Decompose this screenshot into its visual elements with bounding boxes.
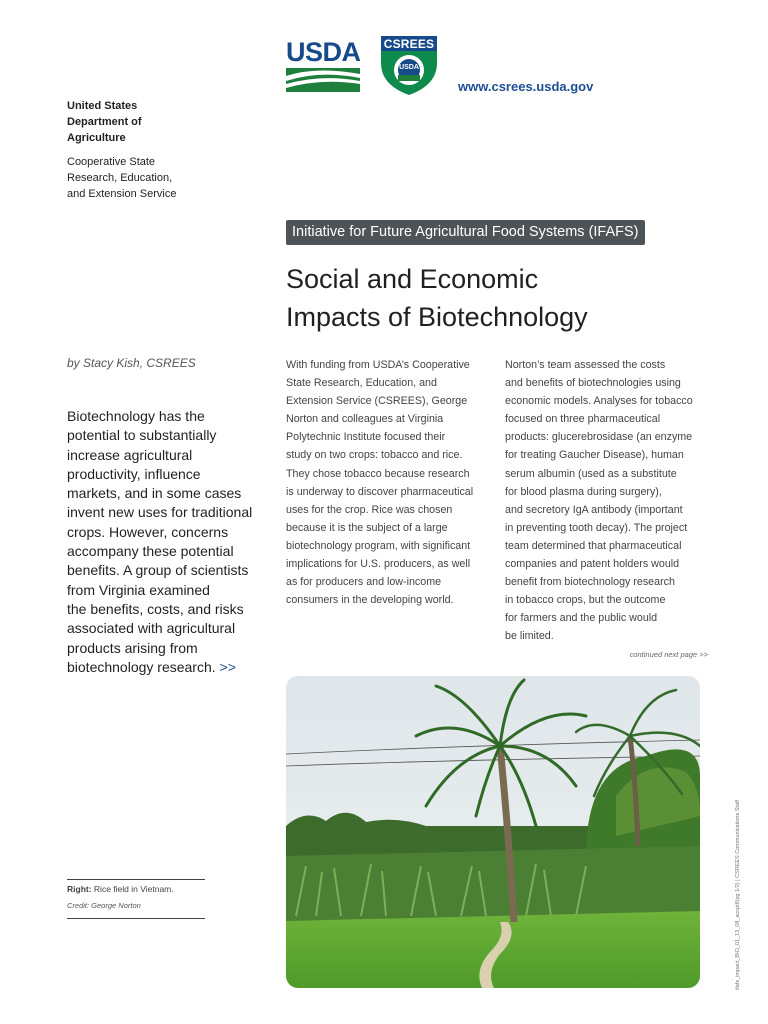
service-line: and Extension Service — [67, 188, 177, 200]
department-name — [67, 98, 227, 146]
continue-arrow[interactable]: >> — [219, 658, 236, 675]
caption-divider — [67, 879, 205, 880]
intro-line: crops. However, concerns — [67, 523, 229, 540]
intro-line: potential to substantially — [67, 427, 217, 444]
usda-logo-hills-icon — [286, 68, 360, 92]
byline: by Stacy Kish, CSREES — [67, 356, 196, 370]
title-line: Impacts of Biotechnology — [286, 302, 588, 332]
intro-line: from Virginia examined — [67, 581, 210, 598]
body-line: in preventing tooth decay). The project — [505, 521, 688, 534]
department-line: United States — [67, 100, 138, 112]
body-line: focused on three pharmaceutical — [505, 413, 661, 426]
body-line: for treating Gaucher Disease), human — [505, 449, 684, 462]
intro-line: the benefits, costs, and risks — [67, 600, 244, 617]
intro-line: increase agricultural — [67, 446, 193, 463]
intro-line: Biotechnology has the — [67, 408, 205, 424]
body-line: Norton’s team assessed the costs — [505, 359, 666, 371]
body-line: for farmers and the public would — [505, 612, 658, 625]
document-id-sidenote: ifafs_impact_BIO_01_13_08_accpt8(pg 1/2) | CSREES Communications Staff — [735, 800, 741, 990]
photo-credit: Credit: George Norton — [67, 901, 141, 910]
body-line: products: glucerebrosidase (an enzyme — [505, 431, 693, 444]
department-line: Department of — [67, 116, 142, 128]
caption-text: Rice field in Vietnam. — [93, 884, 174, 894]
title-line: Social and Economic — [286, 264, 539, 294]
caption-divider — [67, 918, 205, 919]
body-line: be limited. — [505, 630, 554, 643]
body-line: team determined that pharmaceutical — [505, 539, 682, 552]
body-line: Norton and colleagues at Virginia — [286, 413, 444, 426]
body-line: in tobacco crops, but the outcome — [505, 594, 666, 607]
body-line: because it is the subject of a large — [286, 521, 448, 534]
department-line: Agriculture — [67, 132, 126, 144]
body-line: and secretory IgA antibody (important — [505, 503, 683, 516]
csrees-logo — [378, 33, 440, 97]
intro-line: benefits. A group of scientists — [67, 562, 249, 579]
intro-line: invent new uses for traditional — [67, 504, 253, 521]
body-line: benefit from biotechnology research — [505, 576, 675, 589]
body-line: Extension Service (CSREES), George — [286, 395, 468, 408]
body-line: Polytechnic Institute focused their — [286, 431, 446, 444]
body-line: uses for the crop. Rice was chosen — [286, 503, 453, 516]
intro-line — [67, 658, 267, 677]
usda-logo — [286, 38, 360, 94]
rice-field-photo — [286, 676, 700, 988]
csrees-logo-text: CSREES — [383, 37, 435, 51]
photo-caption — [67, 884, 227, 894]
body-line: consumers in the developing world. — [286, 594, 454, 607]
intro-summary — [67, 407, 267, 677]
intro-line: associated with agricultural — [67, 620, 236, 637]
body-line: With funding from USDA’s Cooperative — [286, 359, 470, 371]
continued-next-page-link[interactable]: continued next page >> — [629, 650, 708, 659]
program-banner: Initiative for Future Agricultural Food Systems (IFAFS) — [286, 220, 645, 245]
body-line: study on two crops: tobacco and rice. — [286, 449, 463, 462]
body-line: for blood plasma during surgery), — [505, 485, 662, 498]
service-name — [67, 154, 227, 202]
body-line: and benefits of biotechnologies using — [505, 377, 681, 390]
usda-logo-text: USDA — [286, 37, 361, 67]
intro-line: products arising from — [67, 639, 198, 656]
body-line: implications for U.S. producers, as well — [286, 558, 471, 571]
service-line: Research, Education, — [67, 172, 173, 184]
page-title — [286, 260, 726, 336]
body-line: economic models. Analyses for tobacco — [505, 395, 693, 408]
csrees-badge-center-text: USDA — [399, 64, 419, 71]
body-line: companies and patent holders would — [505, 558, 680, 571]
body-line: They chose tobacco because research — [286, 467, 470, 480]
body-line: State Research, Education, and — [286, 377, 437, 390]
body-line: as for producers and low-income — [286, 576, 442, 589]
body-column-2 — [505, 356, 717, 646]
intro-line-text: biotechnology research. — [67, 658, 216, 675]
intro-line: markets, and in some cases — [67, 485, 242, 502]
rice-field-illustration-icon — [286, 676, 700, 988]
intro-line: productivity, influence — [67, 465, 201, 482]
caption-label: Right: — [67, 884, 92, 894]
body-line: biotechnology program, with significant — [286, 539, 471, 552]
intro-line: accompany these potential — [67, 543, 234, 560]
body-line: serum albumin (used as a substitute — [505, 467, 677, 480]
website-link[interactable]: www.csrees.usda.gov — [458, 79, 594, 94]
body-line: is underway to discover pharmaceutical — [286, 485, 474, 498]
service-line: Cooperative State — [67, 156, 156, 168]
body-column-1 — [286, 356, 498, 609]
